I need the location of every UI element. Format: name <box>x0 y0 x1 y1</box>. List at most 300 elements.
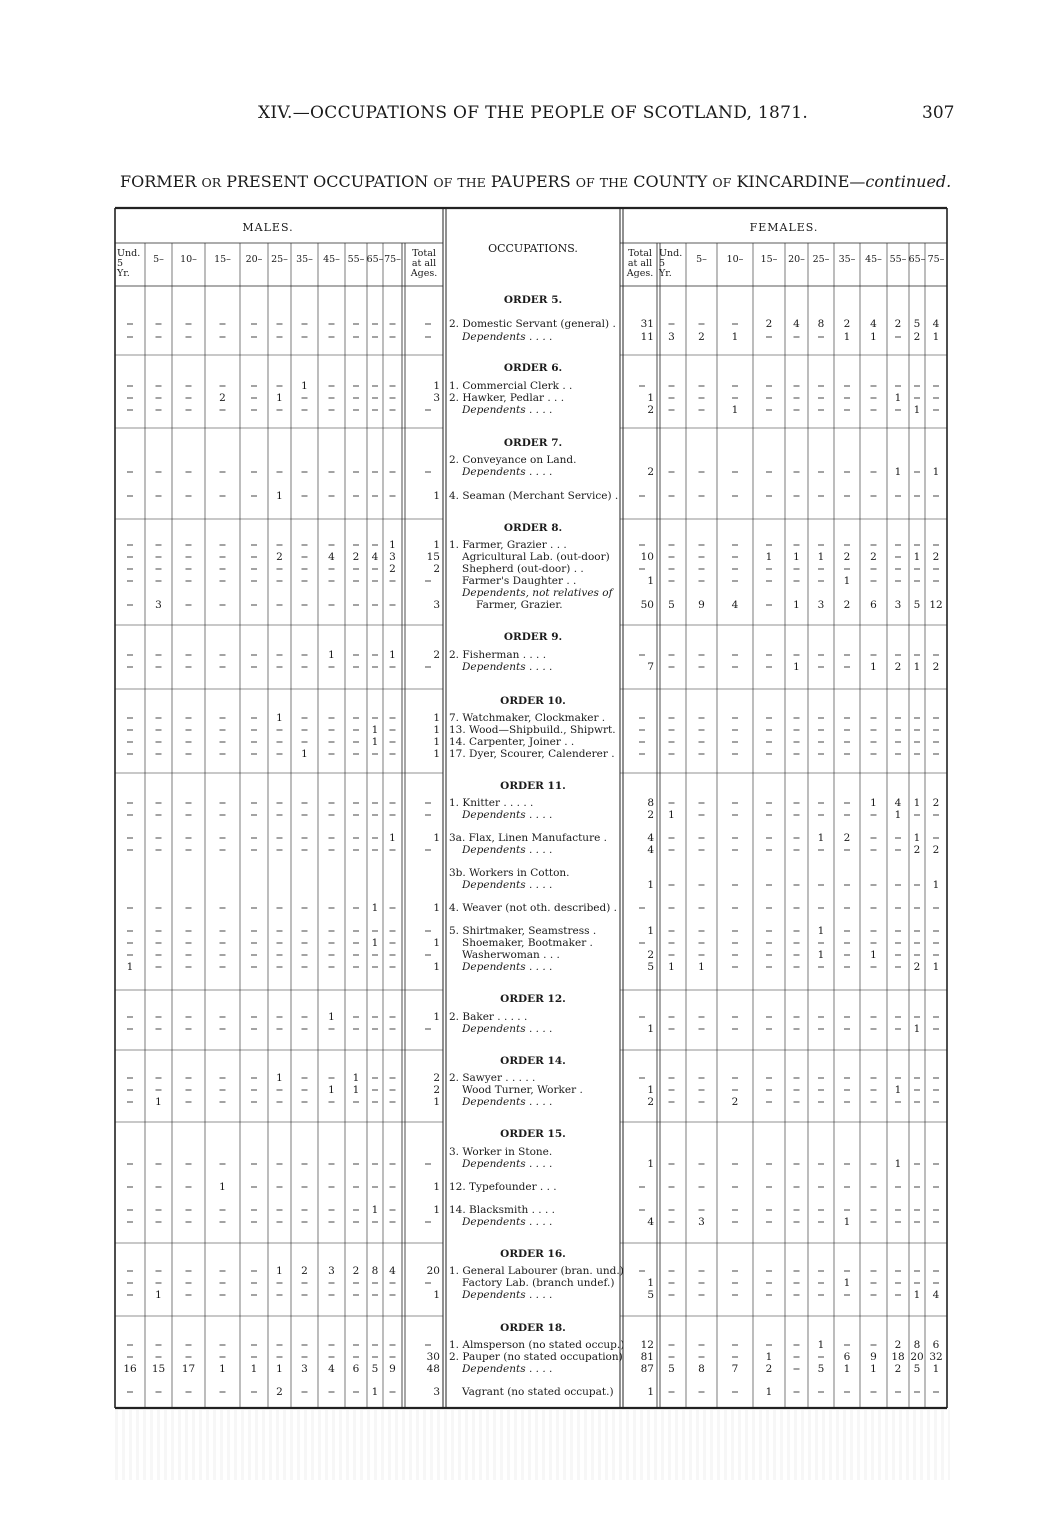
column-header-label: 10– <box>726 254 744 265</box>
male-cell: 1 <box>328 1011 335 1023</box>
male-cell: 1 <box>389 539 396 551</box>
column-header-label: Yr. <box>117 268 130 279</box>
male-cell: 1 <box>433 1011 440 1023</box>
female-cell: 12 <box>640 1339 654 1351</box>
occupation-label: 3a. Flax, Linen Manufacture . <box>449 832 607 844</box>
occupation-label: 1. General Labourer (bran. und.) <box>449 1265 624 1277</box>
occupation-label: 2. Sawyer . . . . . <box>449 1072 536 1084</box>
page-number: 307 <box>922 103 955 123</box>
male-cell: 15 <box>426 551 440 563</box>
female-cell: 1 <box>668 809 675 821</box>
order-heading: ORDER 5. <box>503 294 563 306</box>
occupations-label: OCCUPATIONS. <box>488 242 578 255</box>
occupation-label: 1. Almsperson (no stated occup.) <box>449 1339 625 1351</box>
female-cell: 2 <box>932 661 940 673</box>
column-header-label: 15– <box>760 254 778 265</box>
female-cell: 2 <box>870 551 877 563</box>
female-cell: 2 <box>647 949 654 961</box>
male-cell: 48 <box>426 1363 440 1375</box>
column-header-label: at all <box>411 258 437 269</box>
column-header-label: 5 <box>117 258 124 269</box>
female-cell: 2 <box>894 1363 902 1375</box>
female-cell: 1 <box>894 466 902 478</box>
male-cell: 1 <box>352 1072 360 1084</box>
occupation-label: Dependents . . . . <box>462 879 553 891</box>
male-cell: 1 <box>389 649 396 661</box>
occupation-label: 4. Weaver (not oth. described) . <box>449 902 617 914</box>
male-cell: 8 <box>371 1265 379 1277</box>
female-cell: 2 <box>894 1339 902 1351</box>
male-cell: 1 <box>433 712 440 724</box>
male-cell: 1 <box>433 1181 440 1193</box>
female-cell: 2 <box>843 599 851 611</box>
occupation-label: Dependents . . . . <box>462 844 553 856</box>
male-cell: 4 <box>371 551 379 563</box>
female-cell: 8 <box>817 318 825 330</box>
males-label: MALES. <box>242 221 294 234</box>
female-cell: 1 <box>843 1363 851 1375</box>
male-cell: 1 <box>276 1072 283 1084</box>
occupation-label: Agricultural Lab. (out-door) <box>462 551 610 563</box>
male-cell: 1 <box>126 961 134 973</box>
female-cell: 81 <box>640 1351 654 1363</box>
column-header-label: 75– <box>384 254 401 265</box>
male-cell: 1 <box>433 736 440 748</box>
column-header-label: 15– <box>214 254 231 265</box>
male-cell: 4 <box>328 551 335 563</box>
male-cell: 1 <box>371 724 379 736</box>
female-cell: 2 <box>647 466 654 478</box>
column-header-label: 5– <box>153 254 164 265</box>
female-cell: 4 <box>932 1289 940 1301</box>
occupation-label: 14. Blacksmith . . . . <box>449 1204 555 1216</box>
male-cell: 5 <box>371 1363 379 1375</box>
female-cell: 5 <box>913 599 921 611</box>
title-word: KINCARDINE— <box>736 172 866 191</box>
column-header-label: Total <box>628 248 652 259</box>
female-cell: 87 <box>640 1363 654 1375</box>
occupation-label: Dependents . . . . <box>462 1023 553 1035</box>
female-cell: 4 <box>870 318 877 330</box>
occupation-label: 3. Worker in Stone. <box>449 1146 553 1158</box>
occupation-label: Dependents . . . . <box>462 1158 553 1170</box>
female-cell: 1 <box>647 879 654 891</box>
male-cell: 1 <box>389 832 396 844</box>
female-cell: 1 <box>843 331 851 343</box>
female-cell: 2 <box>843 551 851 563</box>
male-cell: 1 <box>352 1084 360 1096</box>
female-cell: 2 <box>647 404 654 416</box>
female-cell: 1 <box>932 331 940 343</box>
occupation-label: Dependents . . . . <box>462 1289 553 1301</box>
male-cell: 1 <box>371 902 379 914</box>
female-cell: 4 <box>894 797 902 809</box>
female-cell: 1 <box>647 925 654 937</box>
male-cell: 1 <box>433 832 440 844</box>
female-cell: 2 <box>765 318 773 330</box>
male-cell: 16 <box>123 1363 137 1375</box>
male-cell: 1 <box>371 736 379 748</box>
female-cell: 2 <box>894 661 902 673</box>
order-heading: ORDER 12. <box>500 993 566 1005</box>
female-cell: 1 <box>913 1289 921 1301</box>
female-cell: 2 <box>647 809 654 821</box>
female-cell: 7 <box>731 1363 739 1375</box>
occupation-label: Wood Turner, Worker . <box>462 1084 583 1096</box>
female-cell: 9 <box>698 599 705 611</box>
occupation-label: 1. Knitter . . . . . <box>449 797 534 809</box>
occupation-label: Dependents . . . . <box>462 404 553 416</box>
occupation-label: 1. Farmer, Grazier . . . <box>449 539 567 551</box>
male-cell: 1 <box>250 1363 258 1375</box>
male-cell: 3 <box>301 1363 308 1375</box>
occupation-label: Vagrant (no stated occupat.) <box>462 1386 614 1398</box>
female-cell: 4 <box>932 318 940 330</box>
female-cell: 1 <box>765 1386 773 1398</box>
female-cell: 1 <box>894 809 902 821</box>
occupation-label: Washerwoman . . . <box>462 949 560 961</box>
title-word: THE <box>599 175 629 190</box>
print-smudge <box>115 1410 950 1480</box>
female-cell: 1 <box>793 551 800 563</box>
occupation-label: 2. Domestic Servant (general) . <box>449 318 616 330</box>
order-heading: ORDER 16. <box>500 1248 566 1260</box>
female-cell: 1 <box>870 661 877 673</box>
title-word: THE <box>457 175 486 190</box>
female-cell: 1 <box>870 1363 877 1375</box>
occupation-label: 13. Wood—Shipbuild., Shipwrt. <box>449 724 616 736</box>
female-cell: 5 <box>817 1363 825 1375</box>
male-cell: 30 <box>426 1351 440 1363</box>
female-cell: 1 <box>913 551 921 563</box>
order-heading: ORDER 6. <box>503 362 563 374</box>
female-cell: 1 <box>668 961 675 973</box>
female-cell: 1 <box>913 661 921 673</box>
female-cell: 1 <box>932 961 940 973</box>
occupation-label: Dependents . . . . <box>462 466 553 478</box>
female-cell: 1 <box>765 1351 773 1363</box>
column-header-label: 45– <box>323 254 340 265</box>
male-cell: 1 <box>433 724 440 736</box>
title-word: OF <box>433 175 453 190</box>
female-cell: 6 <box>932 1339 940 1351</box>
occupation-label: 2. Fisherman . . . . <box>449 649 547 661</box>
column-header-label: 20– <box>245 254 263 265</box>
male-cell: 1 <box>328 649 335 661</box>
male-cell: 1 <box>276 490 283 502</box>
column-header-label: Und. <box>117 248 141 259</box>
title-word: OR <box>201 175 222 190</box>
male-cell: 3 <box>389 551 396 563</box>
title-word: OF <box>712 175 732 190</box>
column-header-label: Und. <box>659 248 683 259</box>
female-cell: 1 <box>817 551 825 563</box>
column-header-label: 10– <box>180 254 197 265</box>
female-cell: 1 <box>870 797 877 809</box>
female-cell: 2 <box>932 797 940 809</box>
female-cell: 2 <box>913 331 921 343</box>
title-word: FORMER <box>120 172 197 191</box>
occupation-label: Shepherd (out-door) . . <box>462 563 584 575</box>
female-cell: 2 <box>913 961 921 973</box>
female-cell: 9 <box>870 1351 877 1363</box>
order-heading: ORDER 15. <box>500 1128 566 1140</box>
female-cell: 1 <box>932 1363 940 1375</box>
female-cell: 50 <box>640 599 654 611</box>
occupation-label: 4. Seaman (Merchant Service) . <box>449 490 619 502</box>
female-cell: 7 <box>647 661 654 673</box>
female-cell: 1 <box>913 1023 921 1035</box>
female-cell: 2 <box>843 832 851 844</box>
female-cell: 2 <box>647 1096 654 1108</box>
female-cell: 1 <box>817 949 825 961</box>
male-cell: 1 <box>219 1363 226 1375</box>
column-header-label: 25– <box>271 254 288 265</box>
male-cell: 1 <box>301 380 308 392</box>
male-cell: 4 <box>328 1363 335 1375</box>
male-cell: 1 <box>371 937 379 949</box>
female-cell: 5 <box>668 1363 675 1375</box>
male-cell: 1 <box>276 712 283 724</box>
male-cell: 3 <box>433 392 440 404</box>
female-cell: 5 <box>913 1363 921 1375</box>
female-cell: 1 <box>765 551 773 563</box>
female-cell: 8 <box>647 797 654 809</box>
column-header-label: 75– <box>927 254 945 265</box>
occupation-label: 3b. Workers in Cotton. <box>449 867 570 879</box>
occupation-label: Dependents . . . . <box>462 661 553 673</box>
female-cell: 4 <box>647 844 654 856</box>
female-cell: 2 <box>894 318 902 330</box>
male-cell: 1 <box>155 1289 162 1301</box>
occupation-label: Dependents . . . . <box>462 1216 553 1228</box>
female-cell: 2 <box>765 1363 773 1375</box>
male-cell: 1 <box>276 1265 283 1277</box>
title-word: OF <box>575 175 595 190</box>
column-header-label: 65– <box>908 254 926 265</box>
female-cell: 3 <box>817 599 825 611</box>
male-cell: 2 <box>352 1265 360 1277</box>
female-cell: 1 <box>843 1277 851 1289</box>
male-cell: 1 <box>276 1363 283 1375</box>
male-cell: 1 <box>371 1204 379 1216</box>
male-cell: 1 <box>433 539 440 551</box>
female-cell: 1 <box>894 392 902 404</box>
order-heading: ORDER 9. <box>503 631 563 643</box>
male-cell: 2 <box>433 649 440 661</box>
female-cell: 1 <box>843 575 851 587</box>
female-cell: 4 <box>731 599 739 611</box>
male-cell: 2 <box>352 551 360 563</box>
order-heading: ORDER 18. <box>500 1322 566 1334</box>
female-cell: 3 <box>668 331 675 343</box>
male-cell: 1 <box>155 1096 162 1108</box>
male-cell: 2 <box>433 1072 440 1084</box>
male-cell: 1 <box>433 937 440 949</box>
order-heading: ORDER 11. <box>500 780 566 792</box>
female-cell: 10 <box>640 551 654 563</box>
column-header-label: 5– <box>696 254 707 265</box>
order-heading: ORDER 8. <box>503 522 563 534</box>
column-header-label: 35– <box>296 254 313 265</box>
title-word: continued. <box>865 172 952 191</box>
occupation-label: Shoemaker, Bootmaker . <box>462 937 593 949</box>
female-cell: 1 <box>731 331 739 343</box>
male-cell: 9 <box>389 1363 396 1375</box>
column-header-label: Ages. <box>410 268 438 279</box>
male-cell: 1 <box>433 902 440 914</box>
female-cell: 6 <box>870 599 877 611</box>
male-cell: 3 <box>328 1265 335 1277</box>
occupation-label: Dependents, not relatives of <box>462 587 613 599</box>
female-cell: 4 <box>647 1216 654 1228</box>
female-cell: 1 <box>817 925 825 937</box>
female-cell: 1 <box>913 797 921 809</box>
female-cell: 1 <box>647 1084 654 1096</box>
male-cell: 1 <box>433 490 440 502</box>
male-cell: 2 <box>389 563 396 575</box>
male-cell: 17 <box>181 1363 196 1375</box>
male-cell: 1 <box>276 392 283 404</box>
male-cell: 6 <box>352 1363 360 1375</box>
column-header-label: 55– <box>347 254 365 265</box>
female-cell: 1 <box>870 331 877 343</box>
female-cell: 8 <box>698 1363 705 1375</box>
female-cell: 1 <box>870 949 877 961</box>
column-header-label: Ages. <box>626 268 654 279</box>
occupation-label: 14. Carpenter, Joiner . . <box>449 736 575 748</box>
male-cell: 1 <box>328 1084 335 1096</box>
occupation-label: 2. Pauper (no stated occupation) <box>449 1351 623 1363</box>
male-cell: 2 <box>219 392 226 404</box>
male-cell: 4 <box>389 1265 396 1277</box>
female-cell: 1 <box>894 1084 902 1096</box>
female-cell: 20 <box>910 1351 924 1363</box>
occupation-label: 1. Commercial Clerk . . <box>449 380 573 392</box>
female-cell: 2 <box>913 844 921 856</box>
order-heading: ORDER 7. <box>503 437 563 449</box>
male-cell: 1 <box>433 748 440 760</box>
occupation-label: 5. Shirtmaker, Seamstress . <box>449 925 597 937</box>
female-cell: 8 <box>913 1339 921 1351</box>
female-cell: 32 <box>929 1351 943 1363</box>
female-cell: 11 <box>640 331 654 343</box>
male-cell: 1 <box>433 1096 440 1108</box>
female-cell: 2 <box>843 318 851 330</box>
male-cell: 1 <box>219 1181 226 1193</box>
male-cell: 15 <box>151 1363 166 1375</box>
female-cell: 1 <box>817 1339 825 1351</box>
column-header-label: 45– <box>865 254 882 265</box>
occupation-label: Dependents . . . . <box>462 331 553 343</box>
female-cell: 5 <box>668 599 675 611</box>
column-header-label: Total <box>412 248 436 259</box>
female-cell: 31 <box>640 318 654 330</box>
male-cell: 1 <box>433 1289 440 1301</box>
female-cell: 1 <box>932 466 940 478</box>
female-cell: 1 <box>647 1386 654 1398</box>
column-header-label: 25– <box>812 254 830 265</box>
female-cell: 2 <box>731 1096 739 1108</box>
female-cell: 5 <box>647 1289 654 1301</box>
female-cell: 1 <box>647 1023 654 1035</box>
occupation-label: 12. Typefounder . . . <box>449 1181 557 1193</box>
male-cell: 1 <box>433 1204 440 1216</box>
female-cell: 1 <box>913 832 921 844</box>
male-cell: 2 <box>276 551 283 563</box>
female-cell: 1 <box>647 575 654 587</box>
male-cell: 20 <box>426 1265 440 1277</box>
females-label: FEMALES. <box>749 221 819 234</box>
title-word: PAUPERS <box>490 172 571 191</box>
column-header-label: 55– <box>889 254 907 265</box>
female-cell: 1 <box>793 599 800 611</box>
female-cell: 1 <box>731 404 739 416</box>
occupation-label: 7. Watchmaker, Clockmaker . <box>449 712 606 724</box>
male-cell: 2 <box>276 1386 283 1398</box>
female-cell: 1 <box>932 879 940 891</box>
female-cell: 2 <box>698 331 705 343</box>
male-cell: 1 <box>371 1386 379 1398</box>
male-cell: 3 <box>433 599 440 611</box>
female-cell: 1 <box>843 1216 851 1228</box>
male-cell: 2 <box>301 1265 308 1277</box>
female-cell: 3 <box>894 599 902 611</box>
column-header-label: Yr. <box>659 268 672 279</box>
female-cell: 12 <box>929 599 943 611</box>
male-cell: 3 <box>155 599 162 611</box>
male-cell: 1 <box>433 961 440 973</box>
female-cell: 5 <box>647 961 654 973</box>
column-header-label: 5 <box>659 258 666 269</box>
female-cell: 4 <box>793 318 800 330</box>
occupation-label: Farmer's Daughter . . <box>462 575 577 587</box>
occupation-label: Factory Lab. (branch undef.) <box>462 1277 615 1289</box>
female-cell: 2 <box>932 551 940 563</box>
table-body <box>123 294 942 1398</box>
occupation-label: 2. Hawker, Pedlar . . . <box>449 392 565 404</box>
title-word: COUNTY <box>633 172 708 191</box>
order-heading: ORDER 14. <box>500 1055 566 1067</box>
female-cell: 2 <box>932 844 940 856</box>
running-title: XIV.—OCCUPATIONS OF THE PEOPLE OF SCOTLAND, 1871. <box>258 103 809 123</box>
female-cell: 5 <box>913 318 921 330</box>
male-cell: 1 <box>301 748 308 760</box>
female-cell: 1 <box>894 1158 902 1170</box>
female-cell: 3 <box>698 1216 705 1228</box>
occupation-label: Dependents . . . . <box>462 1363 553 1375</box>
column-header-label: 20– <box>788 254 805 265</box>
female-cell: 1 <box>698 961 705 973</box>
female-cell: 6 <box>843 1351 851 1363</box>
occupation-label: 2. Baker . . . . . <box>449 1011 528 1023</box>
male-cell: 1 <box>433 380 440 392</box>
column-header-label: 35– <box>838 254 856 265</box>
female-cell: 1 <box>913 404 921 416</box>
female-cell: 1 <box>647 392 654 404</box>
occupation-label: Dependents . . . . <box>462 961 553 973</box>
occupation-label: 2. Conveyance on Land. <box>449 454 577 466</box>
female-cell: 1 <box>647 1158 654 1170</box>
female-cell: 1 <box>647 1277 654 1289</box>
occupation-label: Farmer, Grazier. <box>476 599 563 611</box>
title-word: PRESENT OCCUPATION <box>226 172 429 191</box>
female-cell: 4 <box>647 832 654 844</box>
female-cell: 1 <box>793 661 800 673</box>
male-cell: 3 <box>433 1386 440 1398</box>
female-cell: 18 <box>891 1351 905 1363</box>
column-header-label: at all <box>627 258 653 269</box>
